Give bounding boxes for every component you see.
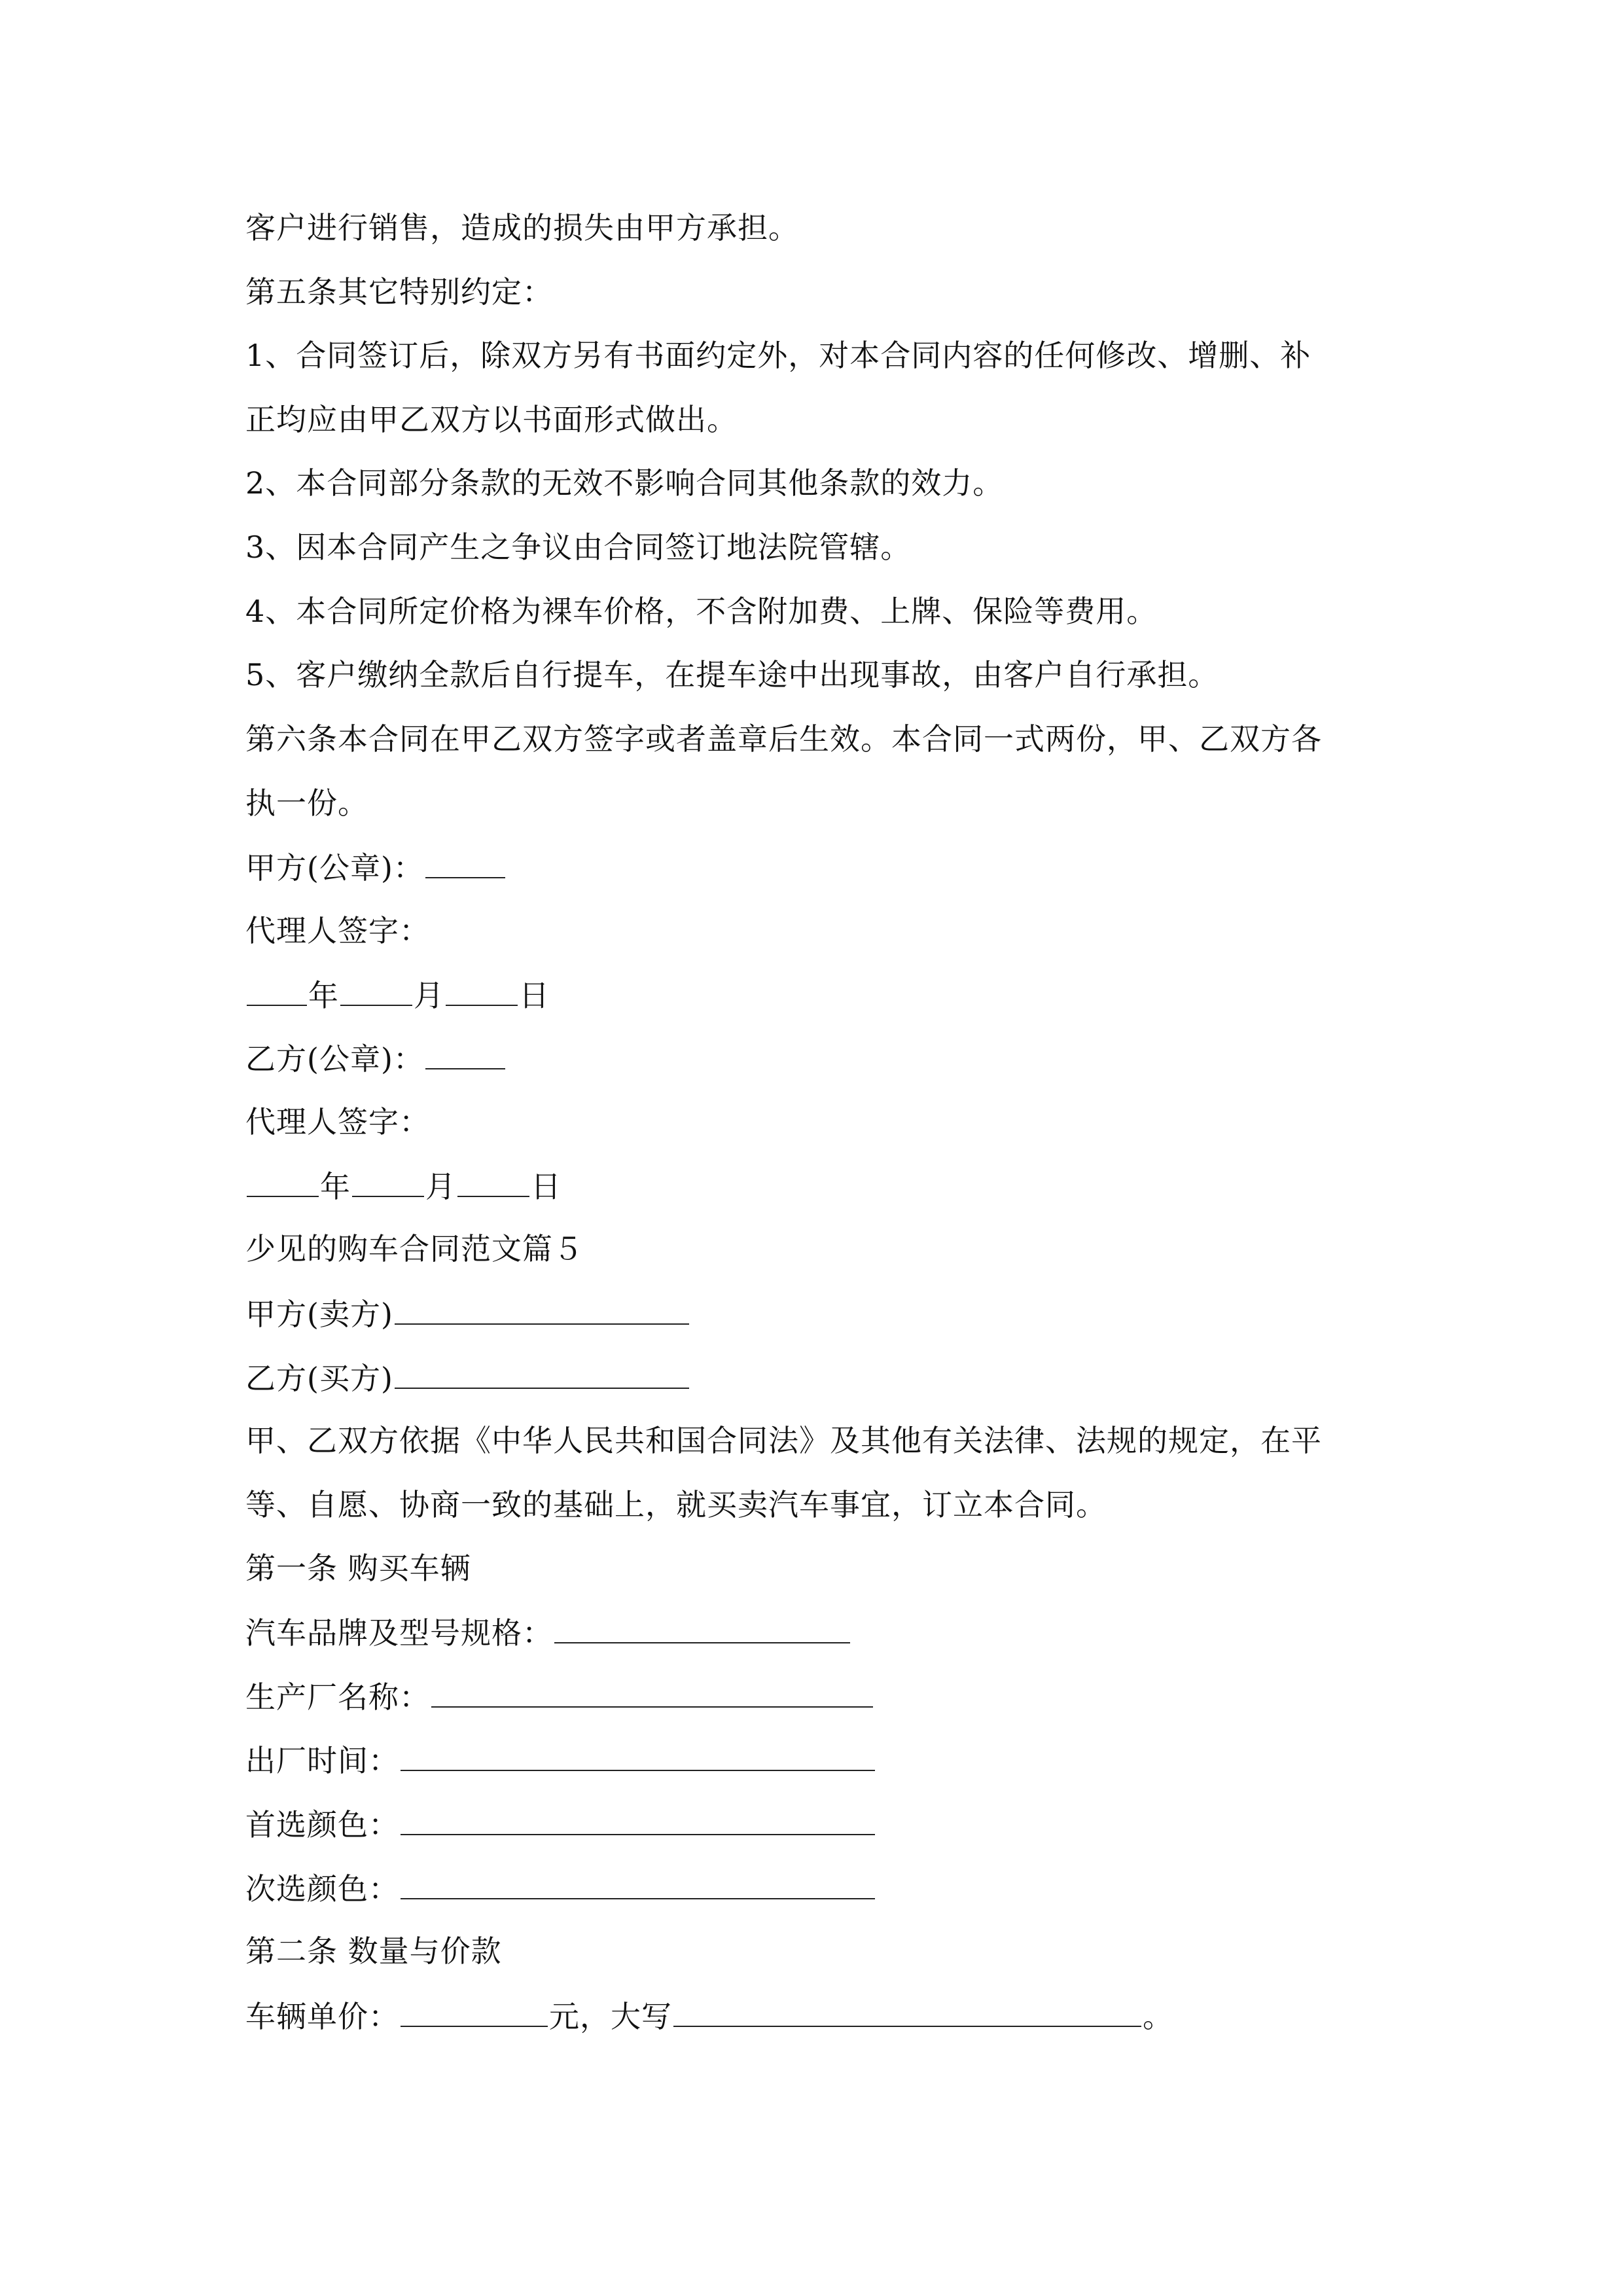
primary-color-line [245, 1804, 876, 1844]
party-b-seal-line [245, 1038, 507, 1079]
day-label: 日 [519, 978, 550, 1013]
article-1-title: 第一条 购买车辆 [245, 1551, 471, 1586]
seller-blank [395, 1293, 689, 1325]
year-label: 年 [320, 1169, 351, 1204]
paragraph-7: 4、本合同所定价格为裸车价格，不含附加费、上牌、保险等费用。 [245, 594, 1158, 629]
buyer-label: 乙方(买方) [245, 1361, 393, 1396]
brand-line [245, 1612, 851, 1653]
buyer-line [245, 1357, 690, 1398]
intro-line-1: 甲、乙双方依据《中华人民共和国合同法》及其他有关法律、法规的规定，在平 [245, 1423, 1322, 1458]
unit-price-blank [401, 1996, 548, 2027]
paragraph-2: 第五条其它特别约定： [245, 274, 553, 310]
party-b-seal-blank [425, 1038, 505, 1069]
paragraph-3: 1、合同签订后，除双方另有书面约定外，对本合同内容的任何修改、增删、补 [245, 338, 1311, 373]
year-blank [247, 1166, 319, 1197]
party-a-seal-label: 甲方(公章)： [245, 850, 424, 886]
party-b-seal-label: 乙方(公章)： [245, 1041, 424, 1077]
maker-line [245, 1676, 874, 1717]
unit-price-label: 车辆单价： [245, 1999, 399, 2034]
paragraph-8: 5、客户缴纳全款后自行提车，在提车途中出现事故，由客户自行承担。 [245, 657, 1219, 692]
paragraph-1: 客户进行销售，造成的损失由甲方承担。 [245, 210, 799, 245]
date-made-line [245, 1740, 876, 1780]
unit-price-line [245, 1996, 1173, 2036]
paragraph-4: 正均应由甲乙双方以书面形式做出。 [245, 402, 738, 437]
paragraph-9: 第六条本合同在甲乙双方签字或者盖章后生效。本合同一式两份，甲、乙双方各 [245, 721, 1322, 757]
secondary-color-label: 次选颜色： [245, 1871, 399, 1907]
paragraph-5: 2、本合同部分条款的无效不影响合同其他条款的效力。 [245, 465, 1004, 501]
month-label: 月 [414, 978, 444, 1013]
amount-words-blank [673, 1996, 1141, 2027]
maker-label: 生产厂名称： [245, 1679, 430, 1715]
secondary-color-line [245, 1868, 876, 1909]
agent-sign-2: 代理人签字： [245, 1104, 430, 1139]
year-blank [247, 975, 307, 1006]
end-period: 。 [1143, 1999, 1173, 2034]
section-title: 少见的购车合同范文篇５ [245, 1231, 584, 1266]
primary-color-blank [401, 1804, 875, 1835]
brand-label: 汽车品牌及型号规格： [245, 1615, 553, 1651]
brand-blank [554, 1612, 850, 1643]
seller-line [245, 1293, 690, 1334]
agent-sign-1: 代理人签字： [245, 913, 430, 948]
month-blank [352, 1166, 424, 1197]
intro-line-2: 等、自愿、协商一致的基础上，就买卖汽车事宜，订立本合同。 [245, 1487, 1107, 1522]
date-made-label: 出厂时间： [245, 1743, 399, 1778]
month-label: 月 [425, 1169, 456, 1204]
article-2-title: 第二条 数量与价款 [245, 1933, 502, 1969]
day-label: 日 [531, 1169, 562, 1204]
date-line-2 [245, 1166, 562, 1206]
primary-color-label: 首选颜色： [245, 1807, 399, 1842]
day-blank [457, 1166, 529, 1197]
secondary-color-blank [401, 1868, 875, 1899]
maker-blank [431, 1676, 873, 1708]
year-label: 年 [308, 978, 339, 1013]
party-a-seal-line [245, 847, 507, 888]
month-blank [340, 975, 412, 1006]
paragraph-6: 3、因本合同产生之争议由合同签订地法院管辖。 [245, 529, 912, 565]
yuan-label: 元，大写 [549, 1999, 672, 2034]
day-blank [446, 975, 518, 1006]
buyer-blank [395, 1357, 689, 1389]
paragraph-10: 执一份。 [245, 785, 368, 821]
date-made-blank [401, 1740, 875, 1771]
seller-label: 甲方(卖方) [245, 1297, 393, 1332]
party-a-seal-blank [425, 847, 505, 878]
date-line-1 [245, 975, 550, 1015]
